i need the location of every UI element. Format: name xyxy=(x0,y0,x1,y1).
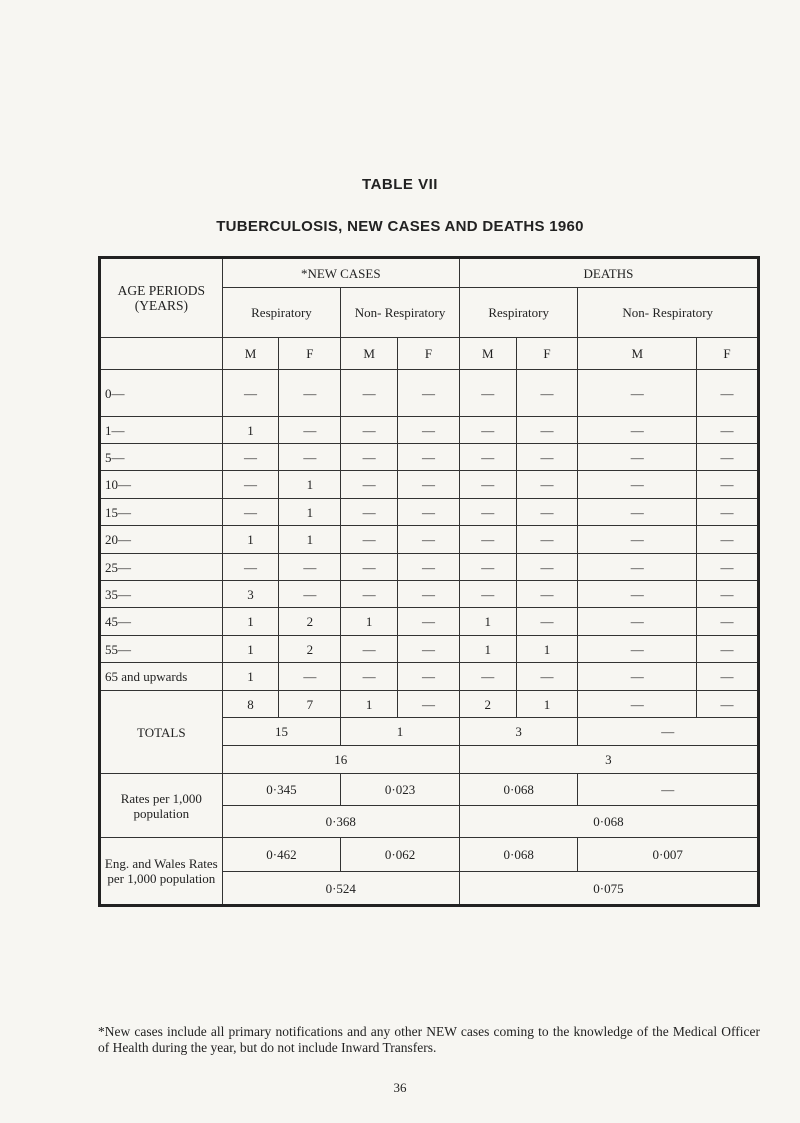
rates-cell: 0·023 xyxy=(341,774,460,806)
value-cell: — xyxy=(341,526,398,554)
value-cell: — xyxy=(459,526,516,554)
eng-wales-combined: 0·075 xyxy=(459,872,758,906)
eng-wales-cell: 0·007 xyxy=(578,838,759,872)
value-cell: — xyxy=(516,499,578,526)
value-cell: — xyxy=(341,499,398,526)
eng-wales-combined: 0·524 xyxy=(222,872,459,906)
value-cell: — xyxy=(459,663,516,691)
value-cell: — xyxy=(398,636,460,663)
totals-cell: 7 xyxy=(279,691,341,718)
value-cell: 1 xyxy=(459,636,516,663)
new-respiratory-header: Respiratory xyxy=(222,288,341,338)
age-period-cell: 20— xyxy=(100,526,223,554)
value-cell: — xyxy=(398,554,460,581)
f-header: F xyxy=(398,338,460,370)
new-non-respiratory-header: Non- Respiratory xyxy=(341,288,460,338)
value-cell: — xyxy=(459,370,516,417)
rates-cell: 0·345 xyxy=(222,774,341,806)
value-cell: — xyxy=(578,663,697,691)
value-cell: — xyxy=(279,444,341,471)
age-period-cell: 1— xyxy=(100,417,223,444)
value-cell: — xyxy=(697,444,759,471)
value-cell: — xyxy=(341,581,398,608)
totals-subtotal: 1 xyxy=(341,718,460,746)
totals-cell: 1 xyxy=(341,691,398,718)
age-period-cell: 45— xyxy=(100,608,223,636)
footnote: *New cases include all primary notifications and any other NEW cases coming to the knowledge of the Medical Officer of Health during the year, but do not include Inward Transfers. xyxy=(98,1024,760,1055)
value-cell: 1 xyxy=(222,608,279,636)
value-cell: — xyxy=(697,581,759,608)
value-cell: 1 xyxy=(222,663,279,691)
value-cell: — xyxy=(516,663,578,691)
table-row xyxy=(100,444,759,471)
table-row xyxy=(100,526,759,554)
value-cell: — xyxy=(398,608,460,636)
value-cell: — xyxy=(697,636,759,663)
age-period-cell: 15— xyxy=(100,499,223,526)
age-period-cell: 55— xyxy=(100,636,223,663)
value-cell: — xyxy=(697,608,759,636)
table-title: TUBERCULOSIS, NEW CASES AND DEATHS 1960 xyxy=(216,218,584,235)
table-row xyxy=(100,370,759,417)
value-cell: — xyxy=(516,526,578,554)
value-cell: — xyxy=(459,554,516,581)
totals-cell: — xyxy=(398,691,460,718)
eng-wales-label: Eng. and Wales Rates per 1,000 population xyxy=(100,838,223,906)
eng-wales-cell: 0·462 xyxy=(222,838,341,872)
rates-cell: 0·068 xyxy=(459,774,578,806)
value-cell: — xyxy=(578,471,697,499)
rates-combined: 0·368 xyxy=(222,806,459,838)
table-row xyxy=(100,581,759,608)
value-cell: 1 xyxy=(222,417,279,444)
rates-cell: — xyxy=(578,774,759,806)
value-cell: — xyxy=(459,581,516,608)
value-cell: — xyxy=(459,499,516,526)
deaths-header: DEATHS xyxy=(459,258,758,288)
value-cell: — xyxy=(578,444,697,471)
table-number: TABLE VII xyxy=(362,176,438,193)
value-cell: — xyxy=(697,417,759,444)
value-cell: 1 xyxy=(279,471,341,499)
value-cell: — xyxy=(279,370,341,417)
value-cell: — xyxy=(697,471,759,499)
value-cell: 1 xyxy=(222,526,279,554)
table-row xyxy=(100,471,759,499)
value-cell: — xyxy=(279,417,341,444)
value-cell: — xyxy=(341,471,398,499)
table-row xyxy=(100,499,759,526)
eng-wales-cell: 0·062 xyxy=(341,838,460,872)
value-cell: — xyxy=(516,581,578,608)
value-cell: — xyxy=(516,608,578,636)
totals-cell: — xyxy=(697,691,759,718)
value-cell: — xyxy=(697,370,759,417)
value-cell: — xyxy=(222,499,279,526)
age-period-cell: 65 and upwards xyxy=(100,663,223,691)
value-cell: 3 xyxy=(222,581,279,608)
age-period-cell: 0— xyxy=(100,370,223,417)
m-header: M xyxy=(578,338,697,370)
eng-wales-cell: 0·068 xyxy=(459,838,578,872)
value-cell: — xyxy=(398,581,460,608)
age-periods-header: AGE PERIODS (YEARS) xyxy=(100,258,223,338)
totals-cell: 2 xyxy=(459,691,516,718)
new-cases-header: *NEW CASES xyxy=(222,258,459,288)
value-cell: — xyxy=(578,417,697,444)
totals-subtotal: 3 xyxy=(459,718,578,746)
table-row xyxy=(100,636,759,663)
m-header: M xyxy=(341,338,398,370)
deaths-respiratory-header: Respiratory xyxy=(459,288,578,338)
value-cell: — xyxy=(578,499,697,526)
m-header: M xyxy=(459,338,516,370)
value-cell: — xyxy=(697,554,759,581)
rates-combined: 0·068 xyxy=(459,806,758,838)
value-cell: — xyxy=(578,581,697,608)
age-period-cell: 35— xyxy=(100,581,223,608)
deaths-non-respiratory-header: Non- Respiratory xyxy=(578,288,759,338)
value-cell: — xyxy=(279,554,341,581)
value-cell: — xyxy=(398,444,460,471)
value-cell: 1 xyxy=(516,636,578,663)
value-cell: — xyxy=(516,417,578,444)
value-cell: 2 xyxy=(279,636,341,663)
value-cell: — xyxy=(697,663,759,691)
table-row xyxy=(100,554,759,581)
table-row xyxy=(100,663,759,691)
f-header: F xyxy=(697,338,759,370)
table-row xyxy=(100,608,759,636)
age-period-cell: 5— xyxy=(100,444,223,471)
value-cell: — xyxy=(459,471,516,499)
value-cell: — xyxy=(341,417,398,444)
blank-header-cell xyxy=(100,338,223,370)
value-cell: — xyxy=(578,636,697,663)
value-cell: — xyxy=(578,526,697,554)
totals-cell: 1 xyxy=(516,691,578,718)
value-cell: — xyxy=(341,554,398,581)
value-cell: — xyxy=(697,499,759,526)
page-number: 36 xyxy=(393,1080,407,1095)
value-cell: — xyxy=(578,554,697,581)
value-cell: 1 xyxy=(222,636,279,663)
value-cell: — xyxy=(516,444,578,471)
value-cell: — xyxy=(578,608,697,636)
value-cell: — xyxy=(398,370,460,417)
value-cell: 2 xyxy=(279,608,341,636)
value-cell: 1 xyxy=(341,608,398,636)
value-cell: — xyxy=(398,471,460,499)
totals-subtotal: 15 xyxy=(222,718,341,746)
value-cell: — xyxy=(578,370,697,417)
value-cell: — xyxy=(697,526,759,554)
value-cell: 1 xyxy=(459,608,516,636)
value-cell: — xyxy=(459,444,516,471)
age-period-cell: 25— xyxy=(100,554,223,581)
totals-cell: 8 xyxy=(222,691,279,718)
totals-label: TOTALS xyxy=(100,691,223,774)
totals-subtotal: — xyxy=(578,718,759,746)
f-header: F xyxy=(516,338,578,370)
value-cell: — xyxy=(459,417,516,444)
value-cell: — xyxy=(341,636,398,663)
totals-grand: 16 xyxy=(222,746,459,774)
tuberculosis-table xyxy=(98,256,760,907)
table-row xyxy=(100,417,759,444)
value-cell: — xyxy=(516,471,578,499)
value-cell: — xyxy=(341,444,398,471)
value-cell: — xyxy=(279,581,341,608)
value-cell: — xyxy=(398,663,460,691)
value-cell: — xyxy=(516,370,578,417)
value-cell: — xyxy=(516,554,578,581)
value-cell: — xyxy=(222,554,279,581)
totals-cell: — xyxy=(578,691,697,718)
value-cell: — xyxy=(341,663,398,691)
f-header: F xyxy=(279,338,341,370)
value-cell: — xyxy=(222,370,279,417)
age-period-cell: 10— xyxy=(100,471,223,499)
rates-label: Rates per 1,000 population xyxy=(100,774,223,838)
value-cell: — xyxy=(398,526,460,554)
value-cell: 1 xyxy=(279,499,341,526)
value-cell: — xyxy=(222,471,279,499)
value-cell: — xyxy=(341,370,398,417)
value-cell: — xyxy=(398,499,460,526)
value-cell: — xyxy=(279,663,341,691)
value-cell: — xyxy=(398,417,460,444)
value-cell: — xyxy=(222,444,279,471)
totals-grand: 3 xyxy=(459,746,758,774)
value-cell: 1 xyxy=(279,526,341,554)
m-header: M xyxy=(222,338,279,370)
